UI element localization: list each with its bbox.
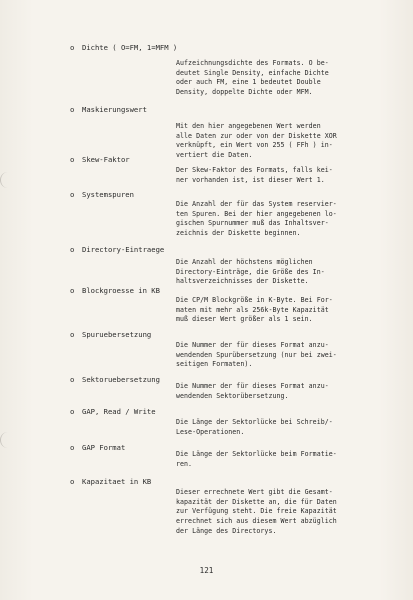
- entry-label: Dichte ( O=FM, 1=MFM ): [82, 43, 178, 52]
- entry-label: GAP, Read / Write: [82, 407, 156, 416]
- bullet: o: [70, 155, 75, 164]
- entry-description: Die Anzahl der für das System reservier- ten Spuren. Bei der hier angegebenen lo- gischen Spurnummer muß das Inhaltsver- zeichnis der Diskette beginnen.: [176, 200, 337, 238]
- entry-description: Die Nummer der für dieses Format anzu- wendenden Sektorübersetzung.: [176, 382, 329, 400]
- bullet: o: [70, 477, 75, 486]
- entry-label: Skew-Faktor: [82, 155, 130, 164]
- entry-description: Aufzeichnungsdichte des Formats. O be- deutet Single Density, einfache Dichte oder auch FM, eine 1 bedeutet Double Density, doppelte Dichte oder MFM.: [176, 59, 329, 97]
- bullet: o: [70, 105, 75, 114]
- entry-label: GAP Format: [82, 443, 126, 452]
- entry-label: Spuruebersetzung: [82, 330, 152, 339]
- entry-description: Die Anzahl der höchstens möglichen Directory-Einträge, die Größe des In- haltsverzeichnisses der Diskette.: [176, 258, 325, 286]
- bullet: o: [70, 407, 75, 416]
- bullet: o: [70, 330, 75, 339]
- punch-hole: [0, 172, 15, 188]
- entry-label: Directory-Eintraege: [82, 245, 165, 254]
- bullet: o: [70, 375, 75, 384]
- entry-label: Sektoruebersetzung: [82, 375, 160, 384]
- bullet: o: [70, 245, 75, 254]
- bullet: o: [70, 43, 75, 52]
- page-number: 121: [199, 566, 214, 575]
- entry-description: Mit den hier angegebenen Wert werden alle Daten zur oder von der Diskette XOR verknüpft, ein Wert von 255 ( FFh ) in- vertiert die Daten.: [176, 122, 337, 160]
- entry-label: Kapazitaet in KB: [82, 477, 152, 486]
- bullet: o: [70, 443, 75, 452]
- entry-description: Der Skew-Faktor des Formats, falls kei- ner vorhanden ist, ist dieser Wert 1.: [176, 166, 333, 184]
- entry-description: Die Länge der Sektorlücke beim Formatie- ren.: [176, 450, 337, 468]
- entry-label: Maskierungswert: [82, 105, 147, 114]
- entry-description: Dieser errechnete Wert gibt die Gesamt- kapazität der Diskette an, die für Daten zur Verfügung steht. Die freie Kapazität errechnet sich aus diesem Wert abzüglich der Länge des Directorys.: [176, 488, 337, 535]
- entry-label: Blockgroesse in KB: [82, 286, 160, 295]
- entry-description: Die CP/M Blockgröße in K-Byte. Bei For- maten mit mehr als 256k-Byte Kapazität muß dieser Wert größer als 1 sein.: [176, 296, 333, 324]
- punch-hole: [0, 432, 15, 448]
- bullet: o: [70, 190, 75, 199]
- entry-label: Systemspuren: [82, 190, 134, 199]
- entry-description: Die Länge der Sektorlücke bei Schreib/- Lese-Operationen.: [176, 418, 333, 436]
- bullet: o: [70, 286, 75, 295]
- entry-description: Die Nummer der für dieses Format anzu- wendenden Spurübersetzung (nur bei zwei- seitigen Formaten).: [176, 341, 337, 369]
